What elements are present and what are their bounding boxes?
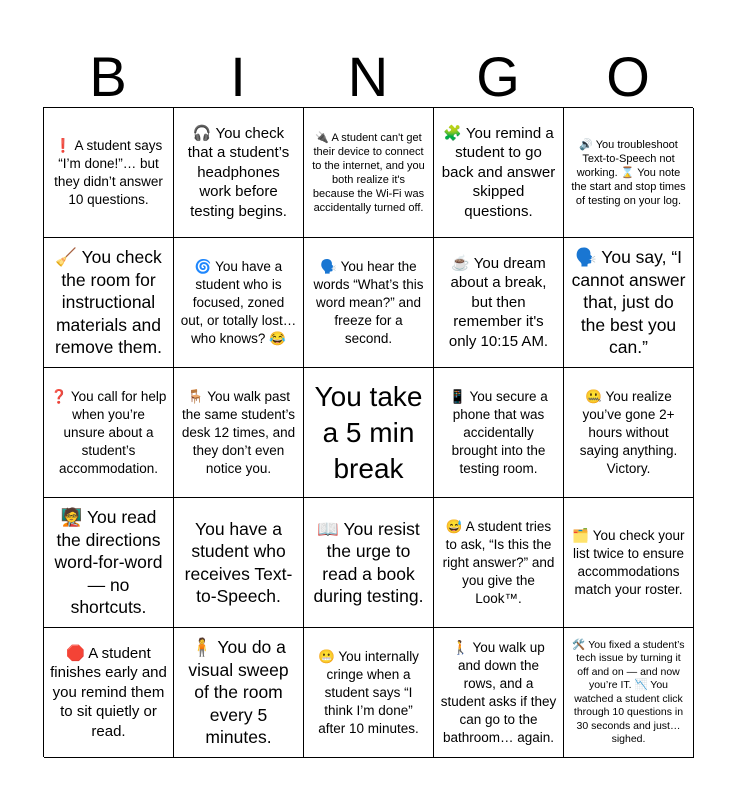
bingo-cell-3-2[interactable] <box>174 368 304 498</box>
bingo-cell-3-3-free[interactable] <box>304 368 434 498</box>
cell-text: 🪑 You walk past the same student’s desk 12 times, and they don’t even notice you. <box>181 388 296 476</box>
cell-text: 🤐 You realize you’ve gone 2+ hours without saying anything. Victory. <box>579 388 678 476</box>
bingo-cell-2-3[interactable] <box>304 238 434 368</box>
cell-text: 📱 You secure a phone that was accidentally brought into the testing room. <box>449 388 548 476</box>
bingo-cell-3-5[interactable] <box>564 368 694 498</box>
bingo-cell-1-3[interactable] <box>304 108 434 238</box>
cell-text: 🧑‍🏫 You read the directions word-for-word — no shortcuts. <box>54 507 163 618</box>
cell-text: 🔊 You troubleshoot Text-to-Speech not working. ⌛ You note the start and stop times of testing on your log. <box>571 138 686 207</box>
cell-text: ❗ A student says “I’m done!”… but they didn’t answer 10 questions. <box>54 137 163 207</box>
bingo-cell-4-5[interactable] <box>564 498 694 628</box>
cell-text: 🎧 You check that a student’s headphones work before testing begins. <box>187 124 290 220</box>
bingo-cell-1-5[interactable] <box>564 108 694 238</box>
cell-text: 🧩 You remind a student to go back and answer skipped questions. <box>441 124 556 220</box>
bingo-cell-4-1[interactable] <box>44 498 174 628</box>
bingo-grid <box>43 107 693 757</box>
bingo-cell-5-4[interactable] <box>434 628 564 758</box>
bingo-cell-1-1[interactable] <box>44 108 174 238</box>
bingo-cell-3-1[interactable] <box>44 368 174 498</box>
cell-text: 📖 You resist the urge to read a book during testing. <box>313 518 424 606</box>
cell-text: 🧍 You do a visual sweep of the room every 5 minutes. <box>188 637 289 748</box>
bingo-cell-1-2[interactable] <box>174 108 304 238</box>
cell-text: 🛑 A student finishes early and you remind them to sit quietly or read. <box>50 644 167 740</box>
cell-text: You take a 5 min break <box>314 380 423 484</box>
cell-text: 😬 You internally cringe when a student says “I think I’m done” after 10 minutes. <box>318 648 419 736</box>
bingo-cell-3-4[interactable] <box>434 368 564 498</box>
header-letter-b: B <box>89 45 127 108</box>
header-letter-i: I <box>230 45 246 108</box>
bingo-cell-4-4[interactable] <box>434 498 564 628</box>
cell-text: 🚶 You walk up and down the rows, and a student asks if they can go to the bathroom… again. <box>440 639 557 745</box>
bingo-cell-2-4[interactable] <box>434 238 564 368</box>
bingo-cell-5-3[interactable] <box>304 628 434 758</box>
bingo-cell-5-2[interactable] <box>174 628 304 758</box>
cell-text: 🗣️ You hear the words “What’s this word mean?” and freeze for a second. <box>313 258 424 346</box>
cell-text: 🗣️ You say, “I cannot answer that, just do the best you can.” <box>571 247 686 358</box>
header-letter-o: O <box>606 45 650 108</box>
cell-text: 🌀 You have a student who is focused, zoned out, or totally lost… who knows? 😂 <box>180 258 297 346</box>
bingo-cell-2-1[interactable] <box>44 238 174 368</box>
bingo-cell-5-1[interactable] <box>44 628 174 758</box>
cell-text: 🗂️ You check your list twice to ensure accommodations match your roster. <box>572 527 685 597</box>
cell-text: 😅 A student tries to ask, “Is this the right answer?” and you give the Look™. <box>442 518 555 606</box>
bingo-cell-5-5[interactable] <box>564 628 694 758</box>
cell-text: 🛠️ You fixed a student’s tech issue by turning it off and on — and now you’re IT. 📉 You watched a student click through 10 questions in 30 seconds and just… sighed. <box>572 638 685 745</box>
header-letter-g: G <box>476 45 520 108</box>
bingo-cell-2-5[interactable] <box>564 238 694 368</box>
bingo-cell-4-3[interactable] <box>304 498 434 628</box>
cell-text: 🔌 A student can't get their device to connect to the internet, and you both realize it's because the Wi-Fi was accidentally turned off. <box>312 131 425 214</box>
bingo-header <box>43 46 693 108</box>
bingo-cell-2-2[interactable] <box>174 238 304 368</box>
bingo-cell-1-4[interactable] <box>434 108 564 238</box>
cell-text: ☕ You dream about a break, but then remember it's only 10:15 AM. <box>448 254 549 350</box>
cell-text: 🧹 You check the room for instructional materials and remove them. <box>55 247 162 358</box>
bingo-cell-4-2[interactable] <box>174 498 304 628</box>
header-letter-n: N <box>347 45 389 108</box>
cell-text: You have a student who receives Text-to-Speech. <box>184 518 293 606</box>
cell-text: ❓ You call for help when you’re unsure about a student’s accommodation. <box>50 388 167 476</box>
